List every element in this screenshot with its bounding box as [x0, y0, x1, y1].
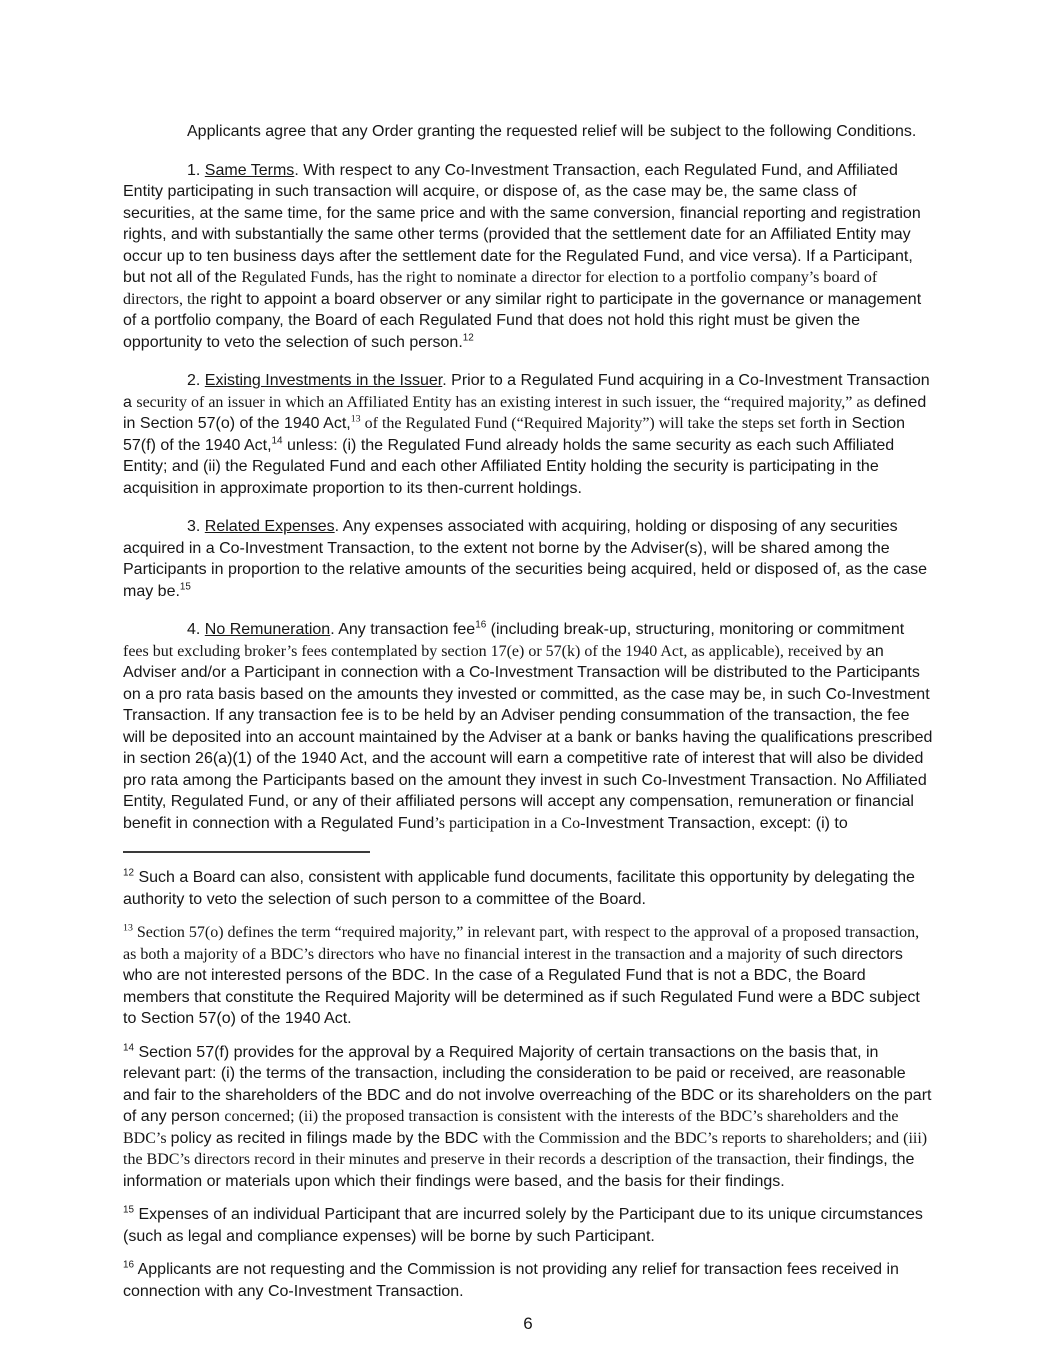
text-run: 1. [187, 161, 205, 179]
text-run: . Any expenses associated with acquiring, holding or disposing of any securities acquired in a Co-Investment Transaction, to the extent not borne by the Adviser(s), will be shared among the Participants in proportion to the relative amounts of the securities being acquired, held or disposed of, as the case may be. [123, 518, 928, 600]
footnote-separator [123, 851, 370, 853]
footnote-15 [123, 1204, 933, 1247]
text-run: 4. [187, 621, 205, 638]
text-run: defined in Section 57(o) of the 1940 Act, [123, 393, 927, 432]
text-run: Such a Board can also, consistent with applicable fund documents, facilitate this opportunity by delegating the authority to veto the selection of such person to a committee of the Board. [123, 869, 915, 908]
condition-2-existing-investments [123, 370, 933, 499]
text-run: Investment Transaction, except: (i) to [585, 814, 848, 832]
text-run: findings, the information or materials upon which their findings were based, and the basis for their findings. [123, 1151, 915, 1190]
condition-3-related-expenses [123, 516, 933, 602]
text-run: Expenses of an individual Participant that are incurred solely by the Participant due to its unique circumstances (such as legal and compliance expenses) will be borne by such Participant. [123, 1206, 923, 1245]
text-run: Same Terms [204, 161, 295, 179]
text-run: an Adviser and/or a Participant in connection with a Co-Investment Transaction will be distributed to the Participants on a pro rata basis based on the amounts they invested or committed, as the case may be, in such Co-Investment Transaction. If any transaction fee is to be held by an Adviser pending consummation of the transaction, the fee will be deposited into an account maintained by the Adviser at a bank or banks having the qualifications prescribed in section 26(a)(1) of the 1940 Act, and the account will earn a competitive rate of interest that will also be divided pro rata among the Participants based on the amount they invest in such Co-Investment Transaction. No Affiliated Entity, Regulated Fund, or any of their affiliated persons will accept any compensation, remuneration or financial benefit in connection with a Regulated Fund [123, 642, 933, 832]
text-run: Regulated Funds, has the right to nominate a director for election to a portfolio company’s board of directors, the [123, 269, 878, 308]
text-run: (including break-up, structuring, monitoring or commitment [486, 621, 905, 638]
text-run: 2. [187, 372, 205, 389]
text-run: unless: (i) the Regulated Fund already holds the same security as each such Affiliated Entity; and (ii) the Regulated Fund and each other Affiliated Entity holding the security is participating in the acquisition in approximate proportion to its then-current holdings. [123, 436, 895, 497]
text-run: with the Commission and the BDC’s reports to shareholders; and (iii) the BDC’s directors record in their minutes and preserve in their records a description of the transaction, their [123, 1129, 928, 1168]
footnotes [123, 867, 933, 1302]
text-run: fees but excluding broker’s fees contemplated by section 17(e) or 57(k) of the 1940 Act, as applicable), received by [123, 642, 866, 660]
footnote-reference: 12 [462, 332, 474, 344]
text-run: of the Regulated Fund (“Required Majority”) will take the steps set forth [360, 415, 835, 432]
text-run: ’s participation in a Co- [434, 814, 586, 832]
footnote-reference: 13 [350, 413, 361, 425]
footnote-reference: 12 [123, 867, 135, 879]
footnote-14 [123, 1042, 933, 1193]
text-run: right to appoint a board observer or any similar right to participate in the governance or management of a portfolio company, the Board of each Regulated Fund that does not hold this right must be given the opportunity to veto the selection of such person. [123, 290, 922, 351]
footnote-12 [123, 867, 933, 910]
text-run: concerned; (ii) the proposed transaction is consistent with the interests of the BDC’s shareholders and the BDC’s [123, 1108, 899, 1147]
text-run: Section 57(f) provides for the approval by a Required Majority of certain transactions on the basis that, in relevant part: (i) the terms of the transaction, including the consideration to be paid or received, are reasonable and fair to the shareholders of the BDC and do not involve overreaching of the BDC or its shareholders on the part of any person [123, 1043, 932, 1125]
text-run: Section 57(o) defines the term “required majority,” in relevant part, with respect to the approval of a proposed transaction, as both a majority of a BDC’s directors who have no financial interest in the transaction and a majority [123, 924, 920, 963]
text-run: 3. [187, 518, 205, 535]
text-run: policy as recited in filings made by the BDC [170, 1129, 483, 1147]
condition-1-same-terms [123, 160, 933, 354]
text-run: . With respect to any Co-Investment Transaction, each Regulated Fund, and Affiliated Entity participating in such transaction will acquire, or dispose of, as the case may be, the same class of securities, at the same time, for the same price and with the same conversion, financial reporting and registration rights, and with substantially the same other terms (provided that the settlement date for an Affiliated Entity may occur up to ten business days after the settlement date for the Regulated Fund, and vice versa). If a Participant, but not all of the [123, 161, 921, 286]
intro-paragraph [123, 121, 933, 143]
footnote-13 [123, 922, 933, 1030]
text-run: . Any transaction fee [330, 621, 476, 638]
text-run: of such directors who are not interested persons of the BDC. In the case of a Regulated Fund that is not a BDC, the Board members that constitute the Required Majority will be determined as if such Regulated Fund were a BDC subject to Section 57(o) of the 1940 Act. [123, 945, 920, 1027]
text-run: No Remuneration [204, 621, 331, 638]
footnote-16 [123, 1259, 933, 1302]
document-body [123, 121, 933, 834]
page-number: 6 [523, 1314, 533, 1333]
footnote-reference: 14 [271, 435, 283, 447]
footnote-reference: 16 [475, 619, 487, 631]
text-run: Existing Investments in the Issuer [204, 372, 443, 389]
footnote-reference: 16 [123, 1259, 135, 1271]
text-run: in Section 57(f) of the 1940 Act, [123, 415, 905, 454]
footnote-reference: 15 [179, 581, 191, 593]
text-run: security of an issuer in which an Affiliated Entity has an existing interest in such issuer, the “required majority,” as [136, 393, 874, 411]
condition-4-no-remuneration [123, 619, 933, 834]
text-run: Applicants are not requesting and the Commission is not providing any relief for transaction fees received in connection with any Co-Investment Transaction. [123, 1261, 899, 1300]
text-run: Related Expenses [204, 518, 335, 535]
footnote-reference: 14 [123, 1042, 135, 1054]
footnote-reference: 15 [123, 1204, 135, 1216]
text-run: Applicants agree that any Order granting the requested relief will be subject to the following Conditions. [187, 123, 917, 140]
text-run: . Prior to a Regulated Fund acquiring in a Co-Investment Transaction a [123, 372, 930, 411]
footnote-reference: 13 [123, 922, 133, 934]
